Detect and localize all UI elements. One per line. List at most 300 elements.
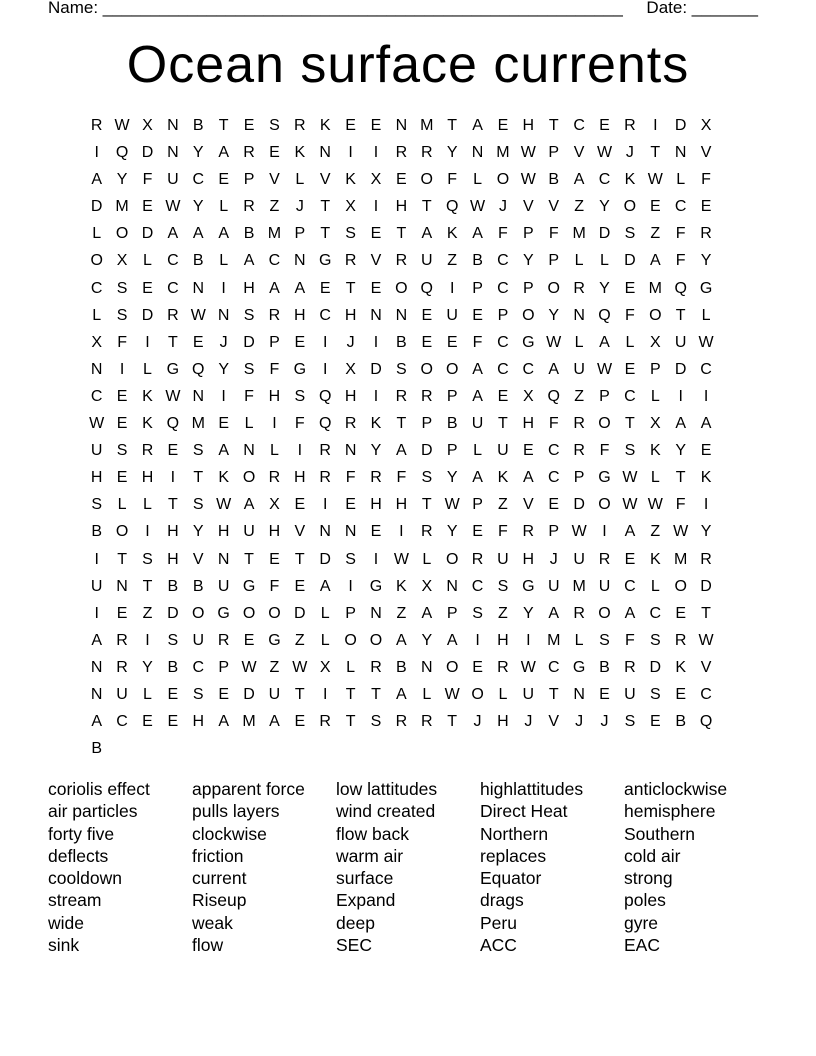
grid-letter: K <box>370 415 382 433</box>
grid-letter: A <box>396 442 407 460</box>
grid-letter: F <box>117 333 127 351</box>
grid-letter: C <box>471 577 484 595</box>
grid-letter: P <box>497 306 509 324</box>
grid-letter: C <box>547 442 560 460</box>
grid-letter: I <box>653 117 658 134</box>
grid-letter: O <box>674 577 687 595</box>
grid-letter: D <box>624 252 636 270</box>
grid-letter: W <box>292 658 308 676</box>
grid-letter: E <box>599 117 610 134</box>
grid-letter: L <box>650 387 660 405</box>
grid-letter: T <box>320 198 331 216</box>
grid-letter: E <box>370 523 382 541</box>
grid-letter: H <box>167 523 179 541</box>
grid-letter: Z <box>142 604 153 622</box>
grid-letter: G <box>699 279 713 297</box>
grid-letter: S <box>116 279 128 297</box>
grid-letter: E <box>370 225 382 243</box>
grid-letter: J <box>473 713 482 731</box>
grid-letter: T <box>675 469 686 487</box>
grid-letter: L <box>473 171 482 189</box>
grid-letter: D <box>649 658 662 676</box>
grid-letter: W <box>698 631 714 649</box>
grid-letter: L <box>143 685 152 703</box>
grid-letter: W <box>520 144 536 162</box>
grid-letter: E <box>700 198 712 216</box>
grid-letter: E <box>370 117 382 134</box>
grid-letter: G <box>598 469 611 487</box>
grid-letter: K <box>345 171 356 189</box>
grid-letter: L <box>600 252 609 270</box>
word-list-item: flow <box>192 935 224 956</box>
grid-letter: F <box>345 469 356 487</box>
grid-letter: T <box>218 117 229 134</box>
grid-letter: K <box>218 469 229 487</box>
grid-letter: V <box>192 550 204 568</box>
word-list-item: poles <box>624 890 666 911</box>
grid-letter: E <box>649 198 661 216</box>
grid-letter: V <box>700 658 712 676</box>
grid-letter: W <box>444 496 460 514</box>
grid-letter: P <box>345 604 356 622</box>
grid-letter: A <box>700 415 712 433</box>
word-list-item: Peru <box>480 912 517 933</box>
grid-letter: E <box>116 604 128 622</box>
word-list-item: strong <box>624 868 673 889</box>
grid-letter: A <box>167 225 179 243</box>
grid-letter: T <box>625 415 635 433</box>
grid-letter: V <box>523 198 534 216</box>
grid-letter: S <box>497 577 509 595</box>
grid-letter: E <box>116 387 128 405</box>
grid-letter: T <box>396 225 407 243</box>
grid-letter: R <box>598 550 611 568</box>
word-list-item: low lattitudes <box>336 779 438 799</box>
grid-letter: U <box>90 442 103 460</box>
grid-letter: M <box>496 144 510 162</box>
grid-letter: M <box>242 713 256 731</box>
grid-letter: F <box>498 225 508 243</box>
grid-letter: I <box>602 523 607 541</box>
grid-letter: P <box>573 469 585 487</box>
word-list-item: highlattitudes <box>480 779 584 799</box>
grid-letter: R <box>573 279 585 297</box>
grid-letter: N <box>573 306 585 324</box>
grid-letter: Y <box>548 306 560 324</box>
grid-letter: L <box>92 306 102 324</box>
grid-letter: B <box>167 658 179 676</box>
grid-letter: A <box>218 144 229 162</box>
grid-letter: Y <box>523 252 534 270</box>
grid-letter: F <box>472 333 483 351</box>
grid-letter: S <box>624 225 636 243</box>
grid-letter: K <box>649 550 661 568</box>
grid-letter: H <box>243 279 255 297</box>
grid-letter: X <box>142 117 153 134</box>
grid-letter: I <box>94 550 99 568</box>
grid-letter: L <box>650 577 660 595</box>
grid-letter: H <box>522 415 535 433</box>
grid-letter: S <box>243 360 255 378</box>
grid-letter: C <box>192 658 205 676</box>
grid-letter: R <box>319 442 331 460</box>
word-list-item: deep <box>336 912 375 933</box>
grid-letter: A <box>421 225 433 243</box>
grid-letter: T <box>498 415 508 433</box>
grid-letter: S <box>599 631 610 649</box>
grid-letter: K <box>142 387 153 405</box>
grid-letter: E <box>675 685 687 703</box>
grid-letter: S <box>192 496 204 514</box>
grid-letter: I <box>348 577 353 595</box>
grid-letter: A <box>624 523 636 541</box>
grid-letter: H <box>522 117 535 134</box>
grid-letter: F <box>294 415 305 433</box>
grid-letter: E <box>497 387 509 405</box>
grid-letter: R <box>674 631 687 649</box>
grid-letter: R <box>344 252 357 270</box>
grid-letter: R <box>573 604 585 622</box>
word-list-item: anticlockwise <box>624 779 728 799</box>
grid-letter: V <box>548 713 560 731</box>
grid-letter: U <box>497 550 509 568</box>
grid-letter: E <box>649 713 661 731</box>
grid-letter: H <box>497 631 509 649</box>
grid-letter: Q <box>318 387 332 405</box>
grid-letter: H <box>217 523 230 541</box>
grid-letter: L <box>143 252 152 270</box>
grid-letter: C <box>700 685 712 703</box>
grid-letter: N <box>319 523 331 541</box>
grid-letter: C <box>573 117 585 134</box>
grid-letter: U <box>573 360 585 378</box>
grid-letter: Q <box>445 198 459 216</box>
grid-letter: D <box>90 198 103 216</box>
grid-letter: X <box>523 387 534 405</box>
grid-letter: P <box>523 279 534 297</box>
grid-letter: R <box>420 387 433 405</box>
grid-letter: C <box>522 360 535 378</box>
grid-letter: K <box>294 144 306 162</box>
grid-letter: B <box>167 577 179 595</box>
grid-letter: Q <box>166 415 180 433</box>
grid-letter: K <box>396 577 407 595</box>
grid-letter: L <box>92 225 102 243</box>
grid-letter: P <box>218 658 229 676</box>
grid-letter: J <box>219 333 228 351</box>
grid-letter: H <box>141 469 154 487</box>
grid-letter: R <box>344 415 357 433</box>
grid-letter: C <box>192 171 205 189</box>
grid-letter: R <box>624 658 636 676</box>
grid-letter: C <box>167 252 179 270</box>
grid-letter: W <box>241 658 257 676</box>
grid-letter: E <box>345 496 356 514</box>
grid-letter: C <box>268 252 281 270</box>
grid-letter: A <box>269 279 280 297</box>
grid-letter: F <box>599 442 610 460</box>
grid-letter: S <box>624 442 636 460</box>
grid-letter: O <box>395 279 408 297</box>
grid-letter: N <box>217 550 230 568</box>
grid-letter: L <box>244 415 254 433</box>
grid-letter: P <box>523 225 534 243</box>
grid-letter: W <box>647 171 663 189</box>
grid-letter: D <box>573 496 585 514</box>
grid-letter: R <box>700 550 712 568</box>
grid-letter: L <box>269 442 279 460</box>
grid-letter: U <box>243 523 255 541</box>
grid-letter: Y <box>446 523 458 541</box>
letter-grid <box>84 112 719 762</box>
grid-letter: O <box>420 171 433 189</box>
word-list-item: apparent force <box>192 779 305 799</box>
grid-letter: D <box>294 604 306 622</box>
grid-letter: R <box>294 117 306 134</box>
grid-letter: B <box>548 171 560 189</box>
grid-letter: K <box>446 225 458 243</box>
word-list-item: wide <box>48 912 84 933</box>
grid-letter: Z <box>498 604 508 622</box>
grid-letter: A <box>243 496 255 514</box>
grid-letter: E <box>192 333 204 351</box>
grid-letter: L <box>676 171 686 189</box>
word-list-item: SEC <box>336 935 372 956</box>
grid-letter: F <box>498 523 508 541</box>
grid-letter: B <box>472 252 483 270</box>
grid-letter: R <box>319 469 331 487</box>
grid-letter: A <box>548 360 560 378</box>
grid-letter: Z <box>498 496 508 514</box>
word-list-item: cold air <box>624 845 681 866</box>
grid-letter: A <box>573 171 585 189</box>
grid-letter: N <box>319 144 331 162</box>
grid-letter: E <box>599 685 610 703</box>
grid-letter: M <box>648 279 662 297</box>
grid-letter: T <box>701 604 711 622</box>
grid-letter: Q <box>192 360 205 378</box>
grid-letter: Y <box>446 469 458 487</box>
grid-letter: Q <box>318 415 332 433</box>
grid-letter: M <box>547 631 561 649</box>
grid-letter: A <box>91 631 103 649</box>
grid-letter: E <box>142 279 153 297</box>
grid-letter: P <box>446 442 458 460</box>
grid-letter: E <box>294 333 306 351</box>
grid-letter: W <box>89 415 105 433</box>
grid-letter: N <box>90 658 103 676</box>
grid-letter: R <box>573 442 585 460</box>
grid-letter: K <box>649 442 661 460</box>
grid-letter: J <box>575 713 584 731</box>
grid-letter: Z <box>269 658 280 676</box>
grid-letter: I <box>399 523 404 541</box>
grid-letter: W <box>546 333 562 351</box>
grid-letter: J <box>346 333 355 351</box>
grid-letter: E <box>142 198 153 216</box>
grid-letter: O <box>598 496 611 514</box>
grid-letter: H <box>268 387 281 405</box>
grid-letter: T <box>447 117 458 134</box>
grid-letter: L <box>574 252 584 270</box>
grid-letter: E <box>218 685 229 703</box>
grid-letter: C <box>649 604 662 622</box>
grid-letter: W <box>647 496 663 514</box>
grid-letter: P <box>243 171 255 189</box>
grid-letter: L <box>117 496 127 514</box>
grid-letter: R <box>243 144 255 162</box>
grid-letter: N <box>294 252 306 270</box>
grid-letter: M <box>674 550 688 568</box>
grid-letter: J <box>498 198 507 216</box>
grid-letter: R <box>624 117 636 134</box>
grid-letter: C <box>598 171 611 189</box>
grid-letter: H <box>344 306 357 324</box>
grid-letter: P <box>269 333 280 351</box>
grid-letter: D <box>243 333 255 351</box>
grid-letter: E <box>472 523 483 541</box>
grid-letter: H <box>167 550 179 568</box>
grid-letter: T <box>117 550 127 568</box>
word-list-item: air particles <box>48 801 138 822</box>
grid-letter: X <box>319 658 331 676</box>
grid-letter: N <box>344 442 357 460</box>
grid-letter: F <box>269 360 280 378</box>
grid-letter: C <box>547 658 560 676</box>
grid-letter: D <box>141 225 154 243</box>
grid-letter: P <box>446 604 458 622</box>
word-list-item: gyre <box>624 912 659 933</box>
grid-letter: T <box>421 496 432 514</box>
grid-letter: L <box>320 631 330 649</box>
word-list-item: Northern <box>480 823 549 844</box>
grid-letter: D <box>243 685 255 703</box>
grid-letter: F <box>675 225 686 243</box>
grid-letter: F <box>244 387 254 405</box>
grid-letter: E <box>472 306 483 324</box>
grid-letter: W <box>596 360 613 378</box>
grid-letter: C <box>497 279 509 297</box>
grid-letter: Q <box>115 144 129 162</box>
word-list-item: Equator <box>480 868 542 889</box>
grid-letter: V <box>700 144 712 162</box>
grid-letter: O <box>496 171 510 189</box>
grid-letter: S <box>243 306 255 324</box>
grid-letter: J <box>524 713 533 731</box>
grid-letter: R <box>395 713 408 731</box>
grid-letter: S <box>345 550 356 568</box>
grid-letter: O <box>242 469 256 487</box>
grid-letter: O <box>598 415 611 433</box>
word-list-item: coriolis effect <box>48 779 150 799</box>
grid-letter: L <box>295 171 305 189</box>
grid-letter: T <box>548 117 559 134</box>
grid-letter: N <box>116 577 128 595</box>
grid-letter: T <box>294 685 305 703</box>
grid-letter: H <box>294 469 306 487</box>
grid-letter: O <box>115 523 129 541</box>
grid-letter: L <box>574 631 584 649</box>
grid-letter: I <box>348 144 353 162</box>
grid-letter: T <box>345 713 356 731</box>
grid-letter: T <box>421 198 432 216</box>
word-list-item: deflects <box>48 845 109 866</box>
grid-letter: E <box>218 415 229 433</box>
grid-letter: H <box>344 387 357 405</box>
grid-letter: Z <box>396 604 407 622</box>
grid-letter: I <box>297 442 303 460</box>
grid-letter: N <box>192 387 205 405</box>
grid-letter: C <box>547 469 560 487</box>
grid-letter: A <box>472 387 483 405</box>
grid-letter: U <box>573 550 585 568</box>
word-list-item: EAC <box>624 935 660 956</box>
grid-letter: F <box>548 415 559 433</box>
grid-letter: I <box>221 387 226 405</box>
grid-letter: L <box>346 658 356 676</box>
grid-letter: Q <box>699 713 713 731</box>
grid-letter: R <box>420 144 433 162</box>
grid-letter: P <box>599 387 610 405</box>
grid-letter: D <box>420 442 433 460</box>
grid-letter: S <box>192 685 204 703</box>
grid-letter: J <box>295 198 304 216</box>
grid-letter: B <box>243 225 255 243</box>
grid-letter: L <box>625 333 635 351</box>
word-list-item: Southern <box>624 823 696 844</box>
grid-letter: E <box>294 496 306 514</box>
grid-letter: N <box>446 577 458 595</box>
grid-letter: I <box>170 469 176 487</box>
grid-letter: N <box>217 306 230 324</box>
grid-letter: Z <box>447 252 458 270</box>
grid-letter: N <box>344 523 357 541</box>
grid-letter: C <box>167 279 179 297</box>
grid-letter: T <box>142 577 153 595</box>
grid-letter: L <box>701 306 711 324</box>
grid-letter: X <box>700 117 712 134</box>
grid-letter: B <box>91 523 103 541</box>
grid-letter: I <box>373 144 379 162</box>
grid-letter: S <box>624 713 636 731</box>
grid-letter: F <box>548 225 559 243</box>
grid-letter: M <box>572 577 586 595</box>
grid-letter: I <box>703 496 709 514</box>
grid-letter: R <box>268 306 281 324</box>
word-list-item: replaces <box>480 845 547 866</box>
grid-letter: N <box>395 306 408 324</box>
grid-letter: R <box>522 523 535 541</box>
grid-letter: D <box>141 306 154 324</box>
grid-letter: L <box>320 604 330 622</box>
grid-letter: B <box>396 658 407 676</box>
grid-letter: A <box>396 685 407 703</box>
grid-letter: O <box>649 306 662 324</box>
grid-letter: O <box>598 604 611 622</box>
grid-letter: O <box>242 604 256 622</box>
grid-letter: S <box>294 387 306 405</box>
grid-letter: S <box>649 685 661 703</box>
grid-letter: R <box>370 658 382 676</box>
grid-letter: E <box>269 550 280 568</box>
grid-letter: D <box>167 604 179 622</box>
grid-letter: Y <box>421 631 433 649</box>
grid-letter: V <box>294 523 306 541</box>
grid-letter: T <box>167 496 178 514</box>
grid-letter: E <box>345 117 356 134</box>
grid-letter: P <box>421 415 433 433</box>
grid-letter: K <box>700 469 712 487</box>
